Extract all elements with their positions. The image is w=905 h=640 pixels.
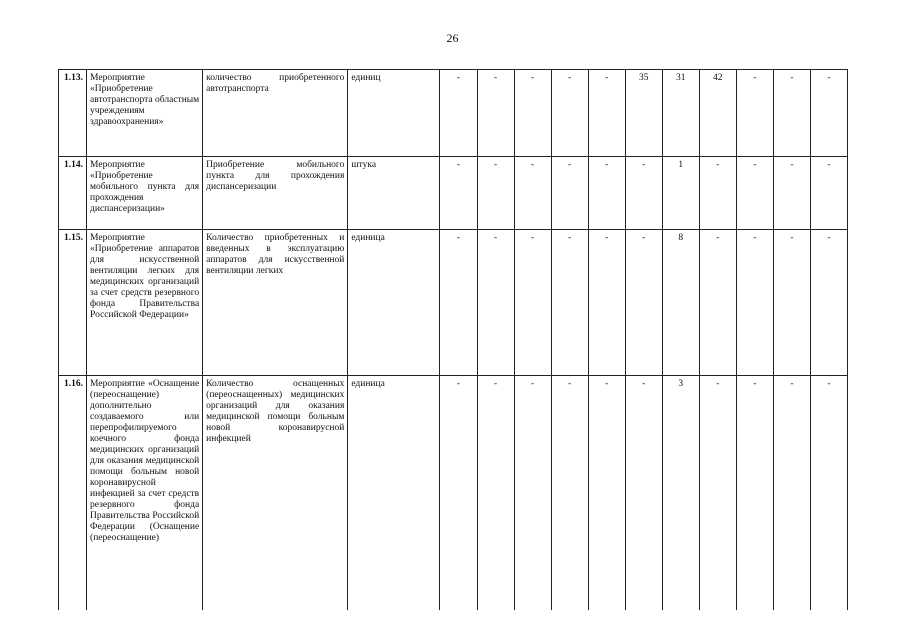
value-cell: -	[625, 157, 662, 230]
indicator-name: Количество приобретенных и введенных в эксплуатацию аппаратов для искусственной вентиляции легких	[203, 230, 348, 376]
table-row	[59, 230, 848, 376]
value-cell: -	[514, 70, 551, 157]
value-cell: -	[551, 70, 588, 157]
value-cell: -	[588, 70, 625, 157]
row-number: 1.16.	[59, 376, 87, 610]
value-cell: -	[810, 376, 847, 610]
measure-name: Мероприятие «Приобретение автотранспорта областным учреждениям здравоохранения»	[87, 70, 203, 157]
table-row	[59, 70, 848, 157]
value-cell: 42	[699, 70, 736, 157]
table-row	[59, 376, 848, 610]
value-cell: -	[588, 157, 625, 230]
value-cell: -	[736, 157, 773, 230]
value-cell: -	[625, 376, 662, 610]
value-cell: -	[736, 70, 773, 157]
value-cell: 3	[662, 376, 699, 610]
unit: единица	[348, 230, 440, 376]
value-cell: -	[551, 230, 588, 376]
indicator-name: количество приобретенного автотранспорта	[203, 70, 348, 157]
value-cell: -	[773, 230, 810, 376]
table-row	[59, 157, 848, 230]
measure-name: Мероприятие «Приобретение мобильного пункта для прохождения диспансеризации»	[87, 157, 203, 230]
row-number: 1.13.	[59, 70, 87, 157]
unit: единиц	[348, 70, 440, 157]
indicator-name: Приобретение мобильного пункта для прохождения диспансеризации	[203, 157, 348, 230]
value-cell: -	[477, 376, 514, 610]
value-cell: -	[699, 230, 736, 376]
page-number: 26	[446, 31, 459, 45]
value-cell: -	[440, 70, 477, 157]
value-cell: -	[514, 230, 551, 376]
value-cell: -	[773, 70, 810, 157]
value-cell: -	[773, 157, 810, 230]
value-cell: -	[551, 376, 588, 610]
value-cell: -	[810, 230, 847, 376]
measure-name: Мероприятие «Оснащение (переоснащение) дополнительно создаваемого или перепрофилируемого коечного фонда медицинских организаций для оказания медицинской помощи больным новой коронавирусной инфекцией за счет средств резервного фонда Правительства Российской Федерации (Оснащение (переоснащение)	[87, 376, 203, 610]
value-cell: -	[440, 230, 477, 376]
value-cell: 8	[662, 230, 699, 376]
value-cell: 31	[662, 70, 699, 157]
row-number: 1.15.	[59, 230, 87, 376]
value-cell: -	[810, 157, 847, 230]
value-cell: -	[810, 70, 847, 157]
value-cell: -	[440, 157, 477, 230]
value-cell: -	[699, 157, 736, 230]
value-cell: -	[477, 230, 514, 376]
row-number: 1.14.	[59, 157, 87, 230]
value-cell: 1	[662, 157, 699, 230]
unit: штука	[348, 157, 440, 230]
value-cell: -	[514, 376, 551, 610]
value-cell: -	[588, 376, 625, 610]
value-cell: -	[477, 70, 514, 157]
value-cell: -	[588, 230, 625, 376]
measure-name: Мероприятие «Приобретение аппаратов для искусственной вентиляции легких для медицинских организаций за счет средств резервного фонда Правительства Российской Федерации»	[87, 230, 203, 376]
value-cell: -	[477, 157, 514, 230]
value-cell: -	[736, 230, 773, 376]
value-cell: -	[551, 157, 588, 230]
unit: единица	[348, 376, 440, 610]
value-cell: -	[440, 376, 477, 610]
value-cell: -	[699, 376, 736, 610]
program-table	[58, 69, 848, 610]
value-cell: -	[625, 230, 662, 376]
value-cell: -	[514, 157, 551, 230]
indicator-name: Количество оснащенных (переоснащенных) медицинских организаций для оказания медицинской помощи больным новой коронавирусной инфекцией	[203, 376, 348, 610]
value-cell: -	[736, 376, 773, 610]
value-cell: 35	[625, 70, 662, 157]
value-cell: -	[773, 376, 810, 610]
